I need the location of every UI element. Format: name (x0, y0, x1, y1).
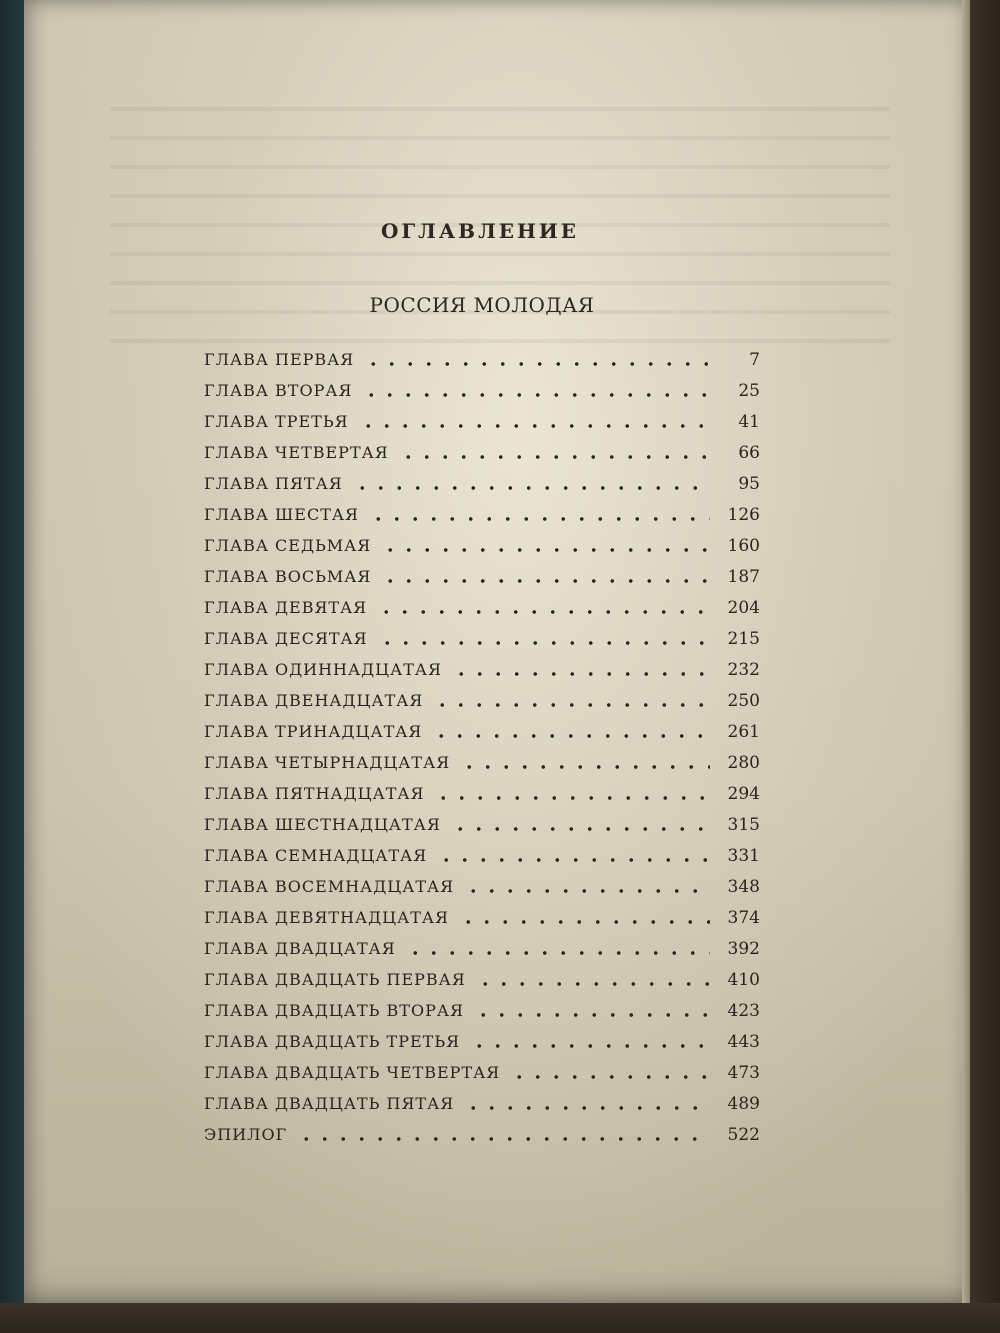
toc-entry-title: ГЛАВА ДВЕНАДЦАТАЯ (204, 691, 424, 710)
toc-entry-title: ГЛАВА ПЯТАЯ (204, 474, 343, 493)
toc-entry-page-number: 294 (727, 783, 760, 804)
dot-leader (476, 982, 710, 986)
toc-entry (204, 375, 760, 406)
dot-leader (381, 548, 710, 552)
dot-leader (437, 858, 710, 862)
dot-leader (451, 827, 710, 831)
toc-heading: ОГЛАВЛЕНИЕ (380, 219, 580, 243)
toc-entry-title: ГЛАВА ДЕВЯТНАДЦАТАЯ (204, 908, 449, 927)
toc-entry (204, 344, 760, 375)
toc-entry-page-number: 215 (727, 628, 760, 649)
dot-leader (459, 920, 710, 924)
toc-entry-title: ГЛАВА ТРИНАДЦАТАЯ (204, 722, 423, 741)
toc-entry-title: ЭПИЛОГ (204, 1125, 288, 1144)
toc-entry (204, 499, 760, 530)
dot-leader (433, 703, 710, 707)
toc-entry-title: ГЛАВА ДЕСЯТАЯ (204, 629, 368, 648)
dot-leader (381, 579, 710, 583)
dot-leader (377, 610, 710, 614)
toc-entry-title: ГЛАВА ВТОРАЯ (204, 381, 353, 400)
toc-entry-title: ГЛАВА ЧЕТВЕРТАЯ (204, 443, 389, 462)
toc-entry-title: ГЛАВА ДВАДЦАТЬ ПЕРВАЯ (204, 970, 466, 989)
toc-entry-page-number: 187 (727, 566, 760, 587)
dot-leader (464, 889, 710, 893)
toc-entry-title: ГЛАВА ДВАДЦАТЬ ПЯТАЯ (204, 1094, 455, 1113)
toc-entry (204, 778, 760, 809)
toc-entry-title: ГЛАВА СЕМНАДЦАТАЯ (204, 846, 428, 865)
toc-entry (204, 592, 760, 623)
toc-entry-title: ГЛАВА ДВАДЦАТАЯ (204, 939, 396, 958)
toc-entry-page-number: 126 (727, 504, 760, 525)
dot-leader (460, 765, 710, 769)
toc-entry (204, 468, 760, 499)
toc-entry-page-number: 443 (727, 1031, 760, 1052)
toc-entry (204, 437, 760, 468)
toc-entry-page-number: 489 (727, 1093, 760, 1114)
dot-leader (434, 796, 710, 800)
dot-leader (399, 455, 710, 459)
toc-entry-page-number: 250 (727, 690, 760, 711)
toc-entry (204, 530, 760, 561)
toc-entry (204, 747, 760, 778)
toc-entry-page-number: 392 (727, 938, 760, 959)
toc-entry-title: ГЛАВА ДВАДЦАТЬ ЧЕТВЕРТАЯ (204, 1063, 501, 1082)
toc-entry-page-number: 25 (738, 380, 760, 401)
toc-entry-page-number: 95 (738, 473, 760, 494)
toc-entry-title: ГЛАВА ШЕСТАЯ (204, 505, 359, 524)
dot-leader (464, 1106, 710, 1110)
dot-leader (452, 672, 710, 676)
toc-entry-page-number: 331 (727, 845, 760, 866)
toc-entry-page-number: 261 (727, 721, 760, 742)
toc-entry (204, 623, 760, 654)
toc-entry (204, 871, 760, 902)
dot-leader (369, 517, 710, 521)
toc-entry-title: ГЛАВА ДВАДЦАТЬ ТРЕТЬЯ (204, 1032, 461, 1051)
toc-entry-page-number: 280 (727, 752, 760, 773)
toc-entry-page-number: 7 (749, 349, 760, 370)
dot-leader (297, 1137, 710, 1141)
toc-entry-title: ГЛАВА ВОСЕМНАДЦАТАЯ (204, 877, 455, 896)
toc-entry-page-number: 160 (727, 535, 760, 556)
toc-entry-page-number: 423 (727, 1000, 760, 1021)
dot-leader (406, 951, 710, 955)
toc-entry (204, 1026, 760, 1057)
toc-entry-title: ГЛАВА ТРЕТЬЯ (204, 412, 349, 431)
dot-leader (359, 424, 710, 428)
toc-entry (204, 685, 760, 716)
toc-entry-title: ГЛАВА ВОСЬМАЯ (204, 567, 372, 586)
toc-entry-title: ГЛАВА СЕДЬМАЯ (204, 536, 372, 555)
toc-entry-page-number: 522 (727, 1124, 760, 1145)
toc-entry (204, 902, 760, 933)
dot-leader (432, 734, 710, 738)
toc-entry (204, 964, 760, 995)
toc-entry-title: ГЛАВА ДЕВЯТАЯ (204, 598, 368, 617)
toc-entry (204, 716, 760, 747)
toc-entry-title: ГЛАВА ЧЕТЫРНАДЦАТАЯ (204, 753, 451, 772)
toc-entry-title: ГЛАВА ШЕСТНАДЦАТАЯ (204, 815, 441, 834)
toc-entry-title: ГЛАВА ПЕРВАЯ (204, 350, 355, 369)
toc-entry (204, 809, 760, 840)
toc-entry (204, 1119, 760, 1150)
dot-leader (470, 1044, 710, 1048)
toc-entry (204, 1088, 760, 1119)
toc-entry-page-number: 348 (727, 876, 760, 897)
toc-entry (204, 561, 760, 592)
toc-entry (204, 933, 760, 964)
dot-leader (362, 393, 710, 397)
toc-entry-page-number: 315 (727, 814, 760, 835)
book-title: РОССИЯ МОЛОДАЯ (369, 293, 595, 317)
toc-entry-page-number: 66 (738, 442, 760, 463)
toc-entries (204, 344, 760, 1150)
toc-entry (204, 406, 760, 437)
toc-entry-page-number: 41 (738, 411, 760, 432)
toc-entry-page-number: 473 (727, 1062, 760, 1083)
toc-entry (204, 995, 760, 1026)
toc-entry-page-number: 374 (727, 907, 760, 928)
toc-entry (204, 840, 760, 871)
toc-entry-page-number: 410 (727, 969, 760, 990)
dot-leader (364, 362, 710, 366)
dot-leader (474, 1013, 710, 1017)
dot-leader (510, 1075, 710, 1079)
toc-entry (204, 654, 760, 685)
toc-entry-title: ГЛАВА ПЯТНАДЦАТАЯ (204, 784, 425, 803)
toc-entry-page-number: 204 (727, 597, 760, 618)
toc-entry-title: ГЛАВА ОДИННАДЦАТАЯ (204, 660, 442, 679)
dot-leader (353, 486, 710, 490)
dot-leader (378, 641, 710, 645)
toc-entry-page-number: 232 (727, 659, 760, 680)
toc-entry-title: ГЛАВА ДВАДЦАТЬ ВТОРАЯ (204, 1001, 464, 1020)
toc-entry (204, 1057, 760, 1088)
